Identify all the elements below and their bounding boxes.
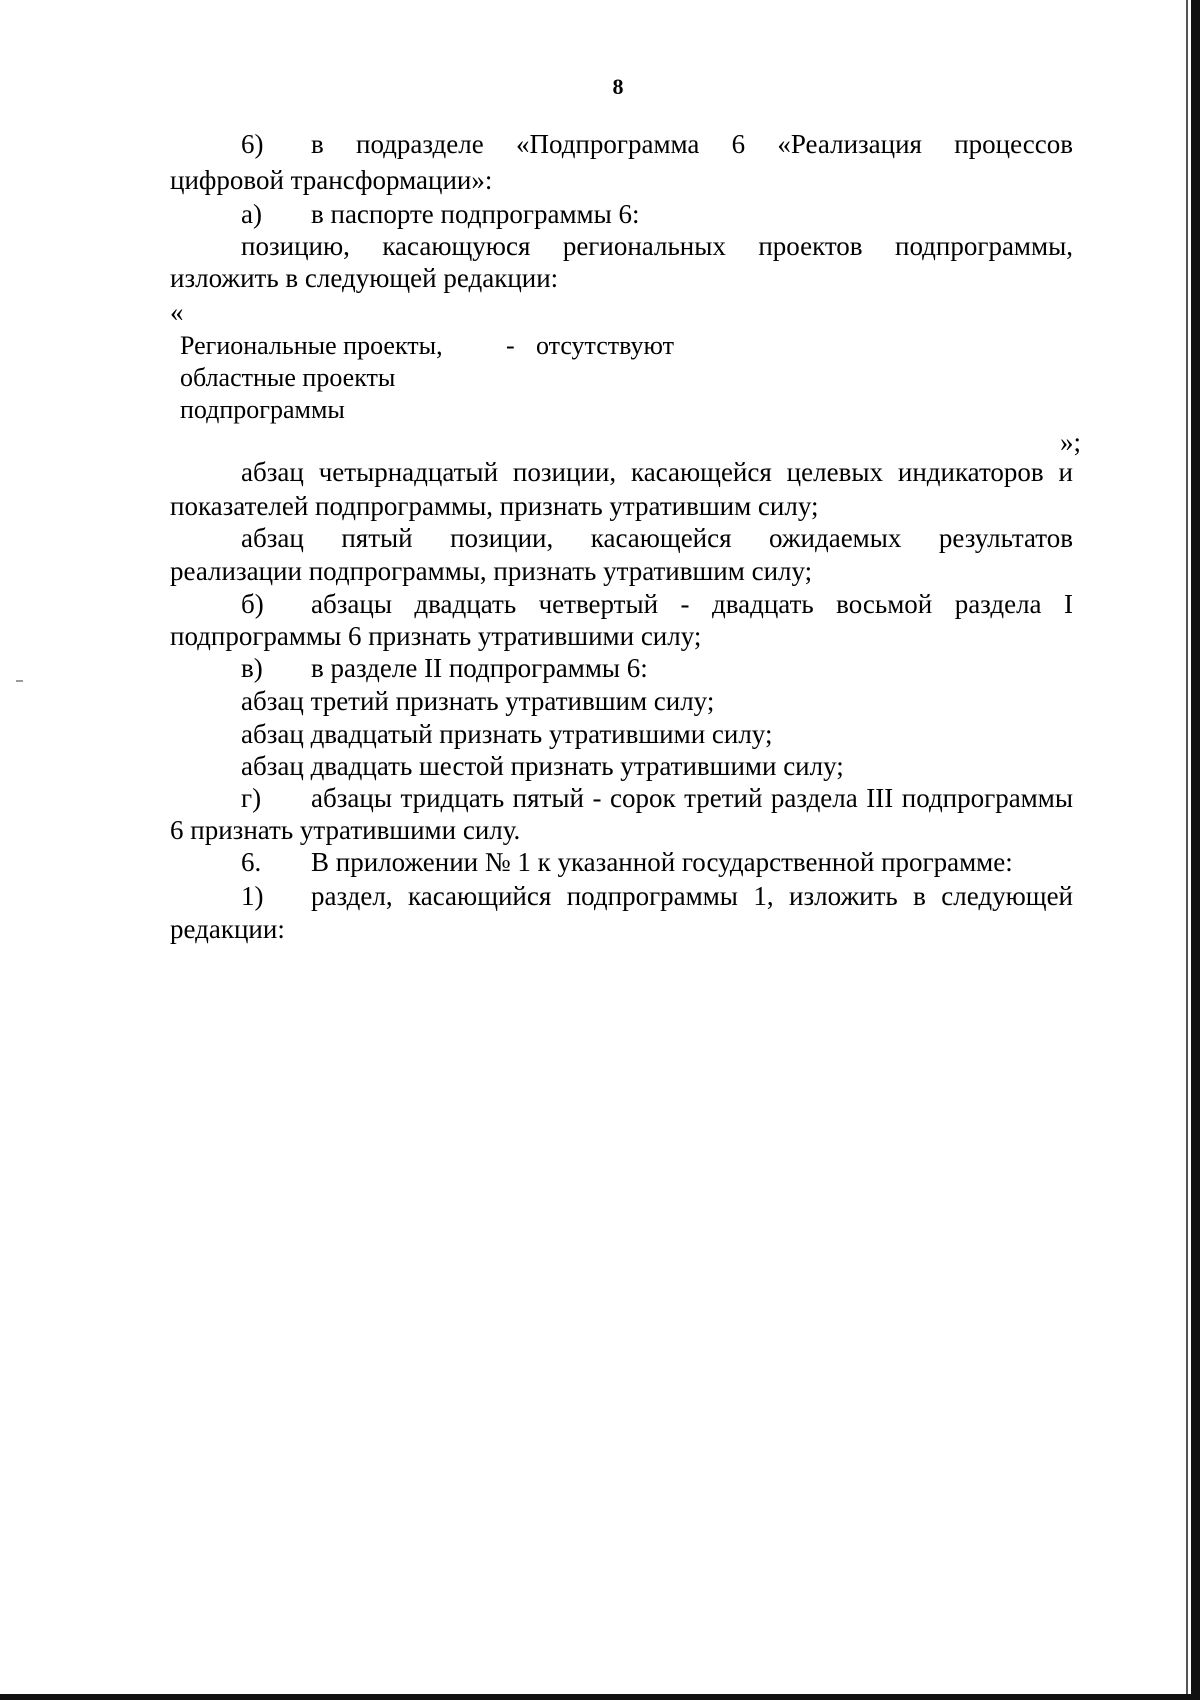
table-dash: - bbox=[506, 331, 515, 360]
item-g-label: г) bbox=[241, 783, 262, 813]
item-a-text: в паспорте подпрограммы 6: bbox=[311, 199, 640, 229]
para-14-line1: абзац четырнадцатый позиции, касающейся целевых индикаторов и bbox=[241, 457, 1073, 487]
item-v-line bbox=[241, 652, 648, 684]
v-item-3: абзац двадцать шестой признать утратившими силу; bbox=[241, 751, 844, 781]
item-1-line2: редакции: bbox=[170, 914, 285, 944]
table-value: отсутствуют bbox=[536, 331, 674, 360]
item-6b-line1 bbox=[241, 128, 1073, 160]
item-a-line bbox=[241, 198, 640, 230]
table-label-line1: Региональные проекты, bbox=[180, 331, 443, 360]
item-6-text: В приложении № 1 к указанной государственной программе: bbox=[311, 847, 1013, 877]
scan-speck bbox=[16, 680, 23, 682]
item-v-label: в) bbox=[241, 653, 263, 683]
item-v-text: в разделе II подпрограммы 6: bbox=[311, 653, 648, 683]
para-5-line1: абзац пятый позиции, касающейся ожидаемых результатов bbox=[241, 523, 1073, 553]
position-para-line1: позицию, касающуюся региональных проектов подпрограммы, bbox=[241, 231, 1073, 261]
v-item-1: абзац третий признать утратившим силу; bbox=[241, 686, 715, 716]
item-b-text-line1: абзацы двадцать четвертый - двадцать восьмой раздела I bbox=[311, 589, 1073, 619]
scan-border-bottom bbox=[0, 1694, 1200, 1700]
scan-border-right-inner bbox=[1186, 0, 1188, 1700]
quote-close: »; bbox=[1060, 427, 1082, 457]
item-1-label: 1) bbox=[241, 881, 264, 911]
quote-open: « bbox=[170, 297, 184, 327]
item-1-line1 bbox=[241, 880, 1073, 912]
item-g-line2: 6 признать утратившими силу. bbox=[170, 815, 521, 845]
page-number: 8 bbox=[612, 74, 624, 99]
item-6-label: 6. bbox=[241, 847, 262, 877]
table-label-line3: подпрограммы bbox=[180, 395, 345, 424]
item-b-line1 bbox=[241, 588, 1073, 620]
v-item-2: абзац двадцатый признать утратившими силу; bbox=[241, 719, 773, 749]
item-6b-label: 6) bbox=[241, 129, 264, 159]
para-14-line2: показателей подпрограммы, признать утратившим силу; bbox=[170, 491, 819, 521]
item-1-text-line1: раздел, касающийся подпрограммы 1, изложить в следующей bbox=[311, 881, 1073, 911]
item-g-text-line1: абзацы тридцать пятый - сорок третий раздела III подпрограммы bbox=[311, 783, 1073, 813]
item-a-label: а) bbox=[241, 199, 262, 229]
item-6b-text-line1: в подразделе «Подпрограмма 6 «Реализация процессов bbox=[311, 129, 1073, 159]
item-b-label: б) bbox=[241, 589, 264, 619]
para-5-line2: реализации подпрограммы, признать утратившим силу; bbox=[170, 556, 813, 586]
position-para-line2: изложить в следующей редакции: bbox=[170, 263, 559, 293]
item-g-line1 bbox=[241, 782, 1073, 814]
item-6b-line2: цифровой трансформации»: bbox=[170, 165, 493, 195]
table-label-line2: областные проекты bbox=[180, 363, 396, 392]
scan-border-right bbox=[1191, 0, 1200, 1700]
item-b-line2: подпрограммы 6 признать утратившими силу; bbox=[170, 621, 702, 651]
item-6-line bbox=[241, 846, 1013, 878]
